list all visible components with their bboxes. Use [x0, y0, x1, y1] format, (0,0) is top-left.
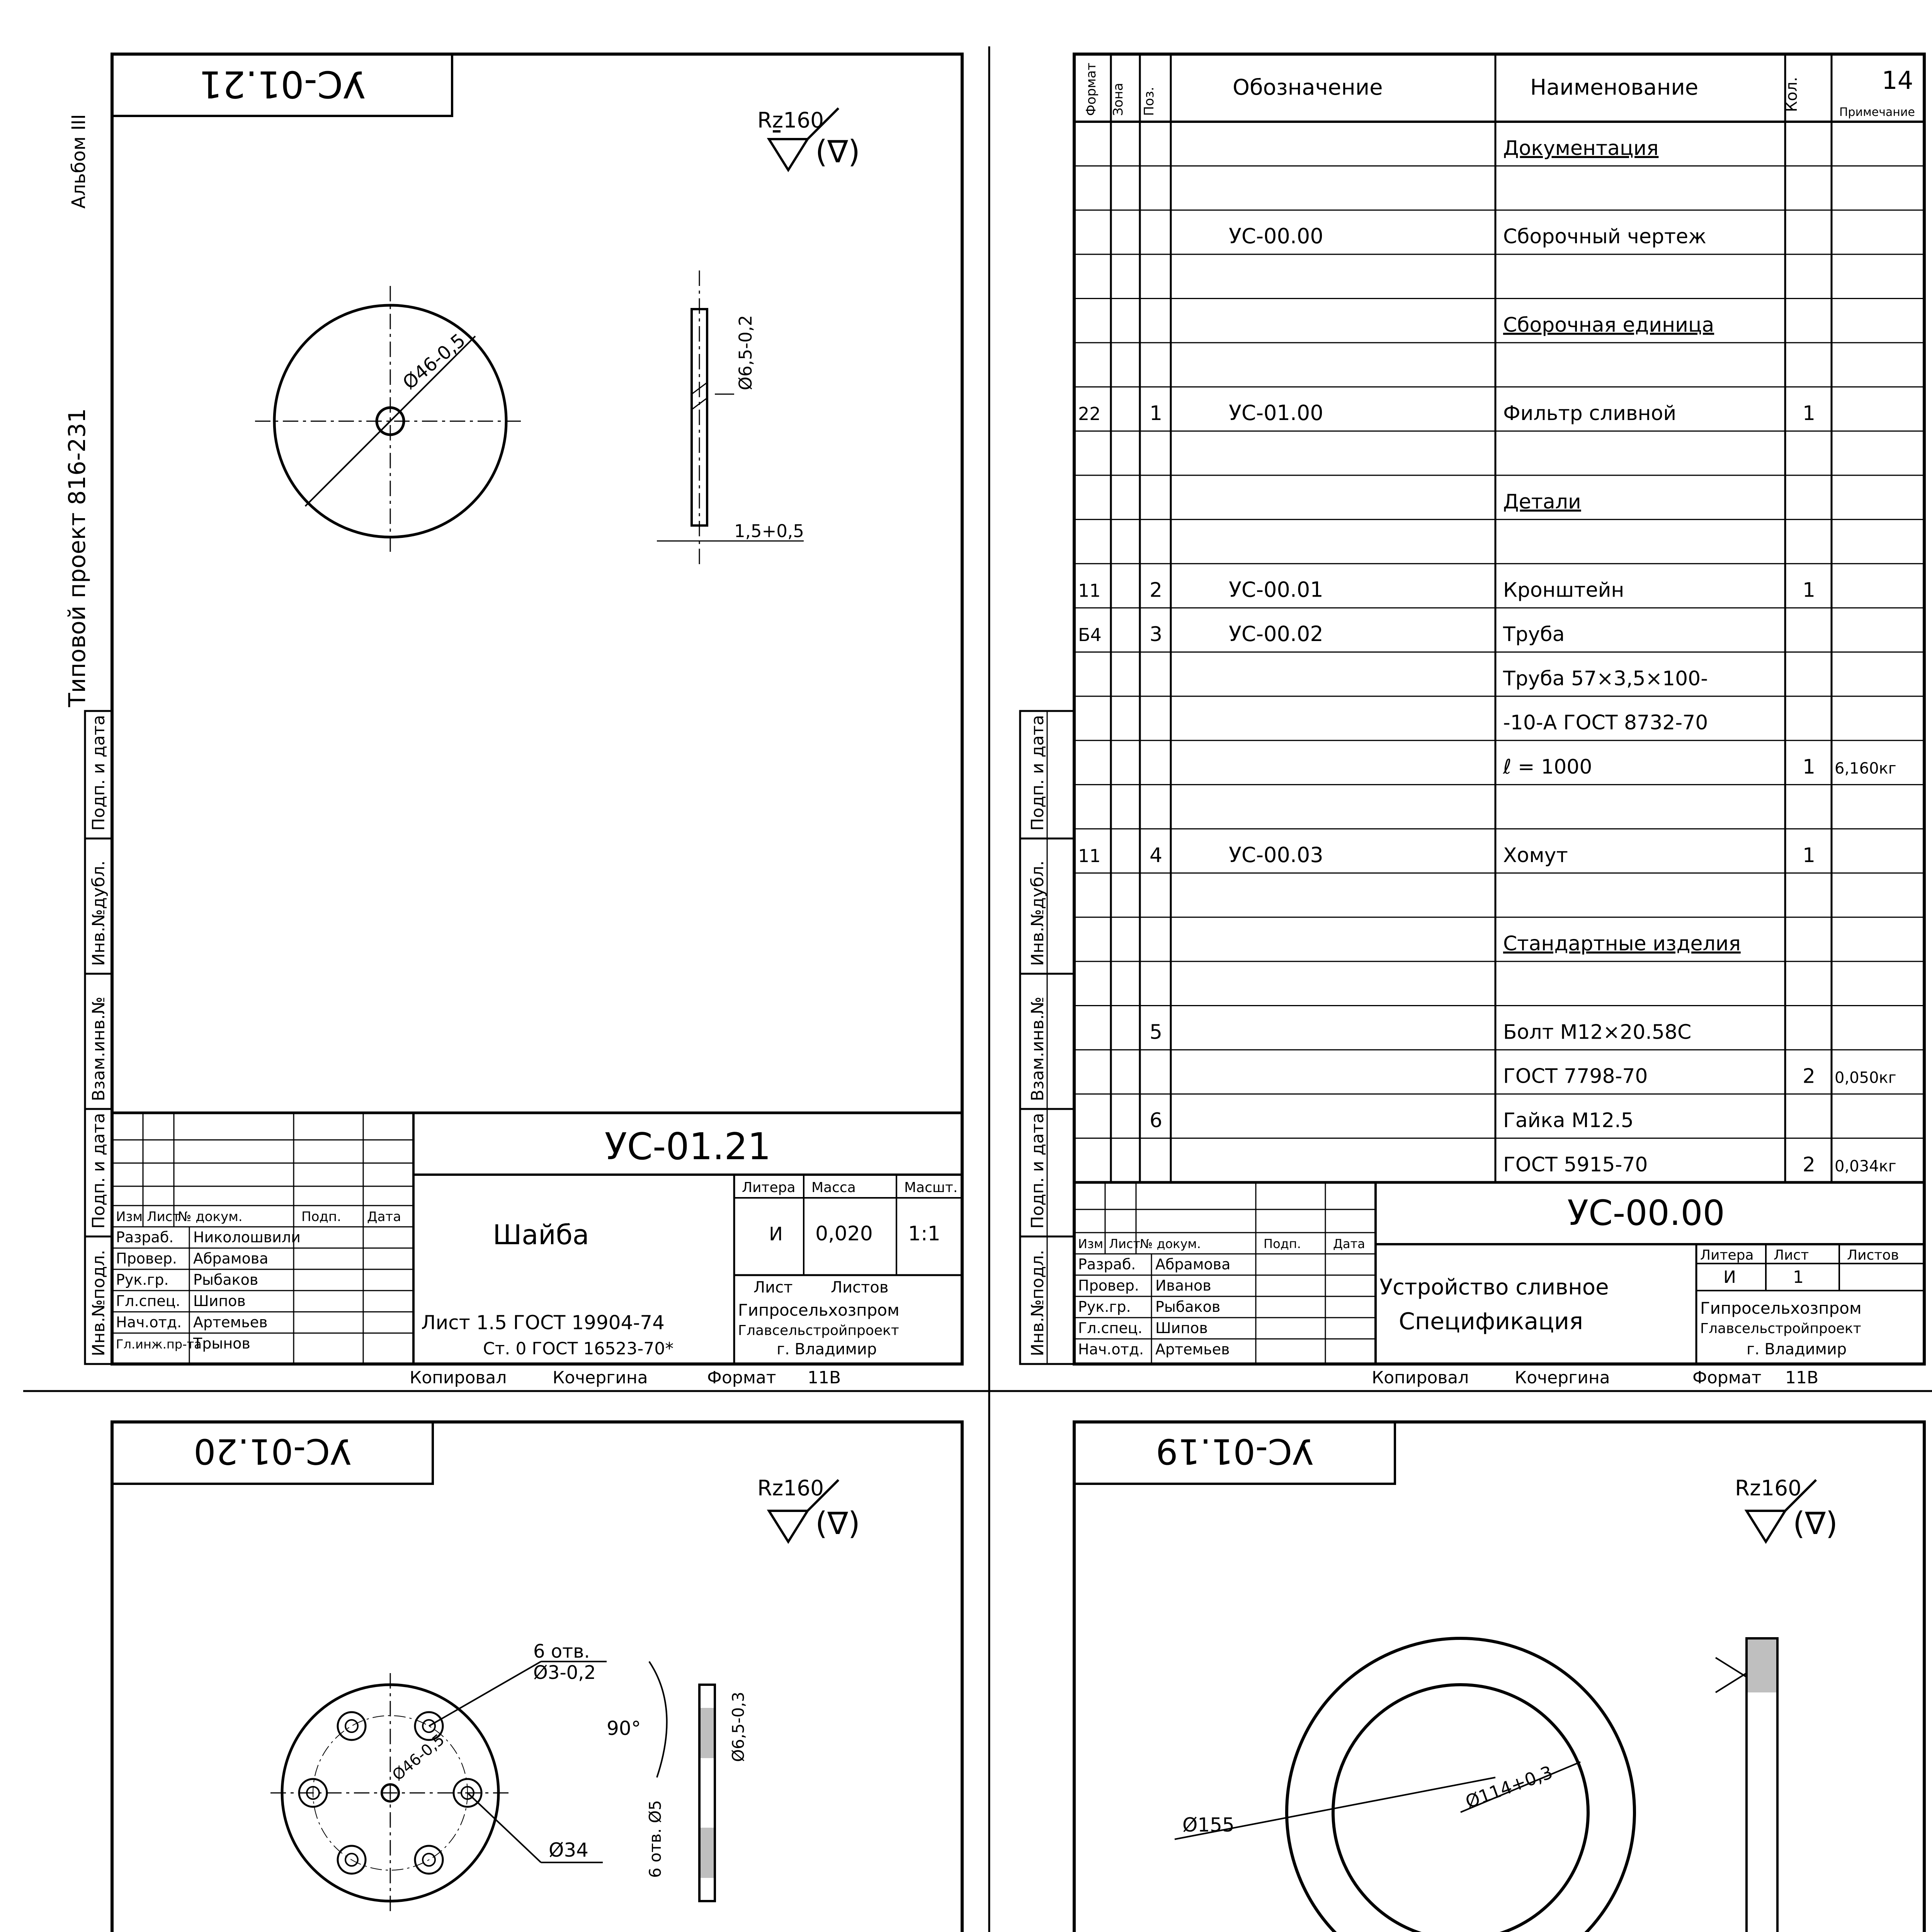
sheet-1-litera: И — [769, 1223, 783, 1245]
spec-cell-naim: Кронштейн — [1503, 578, 1624, 602]
sheet-4-flange-inner — [1333, 1685, 1588, 1932]
sheet-3-dim-pcd: Ø34 — [549, 1839, 588, 1861]
sheet-1-listov-h: Листов — [831, 1279, 889, 1296]
sheet-3-side-hatch-2 — [700, 1828, 714, 1878]
sheet-2-listov-h: Листов — [1847, 1247, 1899, 1263]
sheet-2-side-stamp — [1020, 711, 1074, 1364]
sheet-2-org-1: Гипросельхозпром — [1700, 1299, 1862, 1318]
sheet-2-list-h: Лист — [1774, 1247, 1809, 1263]
sheet-1-person-2: Абрамова — [193, 1250, 269, 1267]
spec-cell-oboz: УС-00.02 — [1229, 621, 1323, 646]
sheet-2-footer-copied: Копировал — [1372, 1368, 1469, 1388]
spec-h-zona: Зона — [1111, 83, 1126, 116]
sheet-3-dim-holes-dia: Ø3-0,2 — [533, 1662, 596, 1684]
spec-cell-format: 11 — [1078, 580, 1101, 601]
spec-cell-format: Б4 — [1078, 624, 1102, 645]
spec-cell-poz: 4 — [1150, 844, 1163, 867]
sheet-3-code-mirror: УС-01.20 — [194, 1431, 351, 1471]
spec-cell-poz: 2 — [1150, 578, 1163, 602]
sheet-3-dim-angle: 90° — [607, 1717, 641, 1740]
sheet-3-roughness: Rz160 — [757, 1476, 824, 1500]
side-stamp-inv: Инв.№подл. — [89, 1250, 109, 1356]
sheet-3 — [85, 1422, 962, 1932]
spec-cell-naim: Хомут — [1503, 844, 1568, 867]
sheet-1-person-6: Трынов — [193, 1335, 250, 1352]
sheet-1-data-h: Дата — [367, 1209, 401, 1225]
sheet-2-data-h: Дата — [1333, 1236, 1365, 1251]
spec-cell-naim: ГОСТ 7798-70 — [1503, 1065, 1648, 1088]
sheet-4 — [1020, 1422, 1924, 1932]
sheet-1-ndoc-h: № докум. — [178, 1209, 243, 1225]
sheet-2-org-2: Главсельстройпроект — [1700, 1321, 1861, 1337]
sheet-2-person-1: Абрамова — [1155, 1256, 1231, 1273]
sheet-1-footer-format: 11В — [808, 1368, 841, 1388]
sheet-1-org-3: г. Владимир — [777, 1340, 877, 1358]
sheet-4-dim-outer: Ø155 — [1182, 1814, 1235, 1836]
sheet-2-litera-h: Литера — [1700, 1247, 1754, 1263]
spec-cell-oboz: УС-00.00 — [1229, 224, 1323, 248]
spec-cell-poz: 6 — [1150, 1109, 1163, 1133]
side-stamp-podp: Подп. и дата — [89, 1113, 109, 1229]
sheet-1 — [64, 54, 962, 1388]
sheet-2-title-1: Устройство сливное — [1379, 1275, 1609, 1300]
spec-table — [1074, 54, 1924, 1182]
spec-cell-naim: ГОСТ 5915-70 — [1503, 1153, 1648, 1177]
sheet-1-person-3: Рыбаков — [193, 1271, 259, 1288]
side-stamp-dubl: Инв.№дубл. — [89, 860, 109, 966]
spec-cell-oboz: УС-01.00 — [1229, 401, 1323, 425]
spec-cell-prim: 6,160кг — [1835, 760, 1896, 778]
spec-cell-naim: Документация — [1503, 136, 1659, 160]
spec-cell-oboz: УС-00.01 — [1229, 577, 1323, 602]
side-stamp-vzam: Взам.инв.№ — [89, 997, 109, 1101]
sheet-2-side-vzam: Взам.инв.№ — [1028, 997, 1048, 1101]
sheet-4-side-hatch-1 — [1748, 1638, 1776, 1692]
spec-cell-poz: 1 — [1150, 402, 1163, 425]
sheet-1-razrab: Разраб. — [116, 1229, 174, 1246]
sheet-3-roughness-paren: (∇) — [815, 1505, 860, 1541]
spec-cell-kol: 2 — [1803, 1153, 1816, 1177]
sheet-2-side-dubl: Инв.№дубл. — [1028, 860, 1048, 966]
sheet-1-massa: 0,020 — [815, 1222, 873, 1245]
sheet-3-dim-outer: Ø46-0,5 — [389, 1731, 448, 1784]
spec-h-prim: Примечание — [1839, 105, 1915, 119]
spec-cell-naim: Гайка М12.5 — [1503, 1109, 1634, 1133]
sheet-2-footer-copier: Кочергина — [1515, 1368, 1610, 1388]
spec-cell-naim: Стандартные изделия — [1503, 932, 1741, 956]
sheet-1-dim-thickness: 1,5+0,5 — [734, 521, 804, 541]
sheet-2-rukgr: Рук.гр. — [1078, 1298, 1131, 1315]
sheet-1-footer-copied: Копировал — [410, 1368, 507, 1388]
spec-cell-prim: 0,050кг — [1835, 1069, 1896, 1087]
sheet-1-title-block — [112, 1113, 962, 1364]
sheet-1-podp-h: Подп. — [301, 1209, 341, 1225]
sheet-2-izm-h: Изм — [1078, 1236, 1104, 1251]
spec-cell-format: 11 — [1078, 845, 1101, 866]
spec-cell-format: 22 — [1078, 403, 1101, 425]
sheet-2-footer-format: 11В — [1785, 1368, 1819, 1388]
sheet-1-person-4: Шипов — [193, 1293, 246, 1310]
spec-cell-poz: 3 — [1150, 622, 1163, 646]
sheet-1-frame — [112, 54, 962, 1364]
sheet-2-person-3: Рыбаков — [1155, 1298, 1221, 1315]
spec-rows — [1074, 137, 1924, 1182]
spec-cell-naim: Сборочная единица — [1503, 313, 1714, 337]
sheet-2-person-5: Артемьев — [1155, 1341, 1230, 1358]
sheet-1-people — [116, 1209, 401, 1352]
sheet-2-podp-h: Подп. — [1264, 1236, 1301, 1251]
sheet-1-rukgr: Рук.гр. — [116, 1271, 169, 1288]
spec-h-oboz: Обозначение — [1233, 75, 1383, 100]
sheet-3-dim-side-hole: Ø6,5-0,3 — [729, 1692, 748, 1762]
sheet-4-roughness-paren: (∇) — [1793, 1505, 1838, 1541]
spec-h-kol: Кол. — [1783, 77, 1801, 112]
spec-cell-prim: 0,034кг — [1835, 1157, 1896, 1175]
spec-cell-naim: Труба 57×3,5×100- — [1503, 667, 1708, 690]
sheet-1-material-2: Ст. 0 ГОСТ 16523-70* — [483, 1339, 674, 1359]
sheet-1-glinzh: Гл.инж.пр-та — [116, 1337, 202, 1352]
sheet-1-list-col-h: Лист — [147, 1209, 180, 1225]
sheet-2-code: УС-00.00 — [1567, 1193, 1725, 1233]
sheet-1-person-5: Артемьев — [193, 1314, 268, 1331]
sheet-1-prover: Провер. — [116, 1250, 177, 1267]
sheet-1-list-h: Лист — [753, 1279, 793, 1296]
sheet-3-dim-side-holes: 6 отв. Ø5 — [646, 1800, 665, 1878]
sheet-1-dim-outer: Ø46-0,5 — [398, 329, 470, 394]
spec-h-format: Формат — [1083, 63, 1099, 116]
sheet-2-list: 1 — [1793, 1267, 1804, 1287]
sheet-1-glspec: Гл.спец. — [116, 1293, 180, 1310]
sheet-2-side-podp: Подп. и дата — [1028, 1113, 1048, 1229]
spec-cell-poz: 5 — [1150, 1020, 1163, 1044]
sheet-2-person-4: Шипов — [1155, 1320, 1208, 1337]
spec-cell-kol: 1 — [1803, 402, 1816, 425]
sheet-1-nachotd: Нач.отд. — [116, 1314, 182, 1331]
spec-cell-naim: Сборочный чертеж — [1503, 225, 1706, 248]
spec-cell-kol: 2 — [1803, 1065, 1816, 1088]
sheet-4-dim-inner: Ø114+0,3 — [1463, 1761, 1556, 1813]
spec-cell-oboz: УС-00.03 — [1229, 842, 1323, 867]
sheet-1-masht-h: Масшт. — [904, 1180, 958, 1196]
sheet-2-title-block — [1074, 1182, 1924, 1364]
sheet-2-prover: Провер. — [1078, 1277, 1139, 1294]
sheet-1-izm-h: Изм — [116, 1209, 143, 1225]
spec-cell-naim: Детали — [1503, 490, 1581, 514]
album-project: Типовой проект 816-231 — [64, 408, 91, 707]
spec-cell-kol: 1 — [1803, 844, 1816, 867]
sheet-1-org-2: Главсельстройпроект — [738, 1323, 899, 1338]
sheet-2 — [1020, 54, 1924, 1388]
spec-cell-kol: 1 — [1803, 755, 1816, 779]
sheet-2-litera: И — [1723, 1267, 1736, 1287]
spec-cell-naim: Болт М12×20.58С — [1503, 1020, 1692, 1044]
spec-cell-naim: Фильтр сливной — [1503, 402, 1677, 425]
sheet-4-code-mirror: УС-01.19 — [1156, 1431, 1313, 1471]
sheet-2-footer-format-label: Формат — [1692, 1368, 1762, 1388]
sheet-2-org-3: г. Владимир — [1747, 1340, 1847, 1358]
sheet-2-glspec: Гл.спец. — [1078, 1320, 1143, 1337]
sheet-4-roughness: Rz160 — [1735, 1476, 1802, 1500]
sheet-3-side-hatch-1 — [700, 1708, 714, 1758]
sheet-1-dim-hole: Ø6,5-0,2 — [735, 315, 756, 390]
sheet-3-angle-arc — [649, 1662, 667, 1777]
sheet-1-massa-h: Масса — [811, 1180, 856, 1196]
sheet-2-ndoc-h: № докум. — [1140, 1236, 1201, 1251]
side-stamp-podp2: Подп. и дата — [89, 715, 109, 831]
sheet-1-footer-format-label: Формат — [707, 1368, 776, 1388]
sheet-2-side-podp2: Подп. и дата — [1028, 715, 1048, 831]
sheet-3-dim-holes-count: 6 отв. — [533, 1641, 590, 1662]
spec-sheet-no: 14 — [1882, 66, 1913, 95]
sheet-2-side-inv: Инв.№подл. — [1028, 1250, 1048, 1356]
spec-cell-naim: ℓ = 1000 — [1503, 755, 1592, 779]
sheet-1-material-1: Лист 1.5 ГОСТ 19904-74 — [421, 1311, 665, 1334]
sheet-1-roughness: Rz160 — [757, 108, 824, 133]
sheet-1-litera-h: Литера — [742, 1180, 796, 1196]
sheet-1-title: Шайба — [493, 1219, 589, 1251]
spec-cell-naim: Труба — [1503, 622, 1565, 646]
spec-h-naim: Наименование — [1530, 75, 1699, 100]
sheet-1-masht: 1:1 — [908, 1222, 940, 1245]
sheet-4-flange-outer — [1287, 1638, 1634, 1932]
sheet-1-footer-copier: Кочергина — [553, 1368, 648, 1388]
sheet-2-list-col-h: Лист — [1109, 1236, 1141, 1251]
spec-cell-naim: -10-А ГОСТ 8732-70 — [1503, 711, 1708, 735]
spec-cell-kol: 1 — [1803, 578, 1816, 602]
sheet-1-code: УС-01.21 — [604, 1126, 771, 1168]
sheet-2-person-2: Иванов — [1155, 1277, 1211, 1294]
sheet-1-person-1: Николошвили — [193, 1229, 301, 1246]
sheet-2-frame — [1074, 54, 1924, 1364]
sheet-2-nachotd: Нач.отд. — [1078, 1341, 1144, 1358]
sheet-1-org-1: Гипросельхозпром — [738, 1301, 900, 1320]
sheet-1-side-stamp — [85, 711, 112, 1364]
sheet-1-roughness-paren: (∇) — [815, 134, 860, 170]
spec-h-poz: Поз. — [1141, 87, 1157, 116]
sheet-2-title-2: Спецификация — [1399, 1308, 1583, 1335]
sheet-2-razrab: Разраб. — [1078, 1256, 1136, 1273]
sheet-1-code-mirror: УС-01.21 — [199, 63, 366, 105]
album-number: Альбом III — [68, 114, 90, 209]
